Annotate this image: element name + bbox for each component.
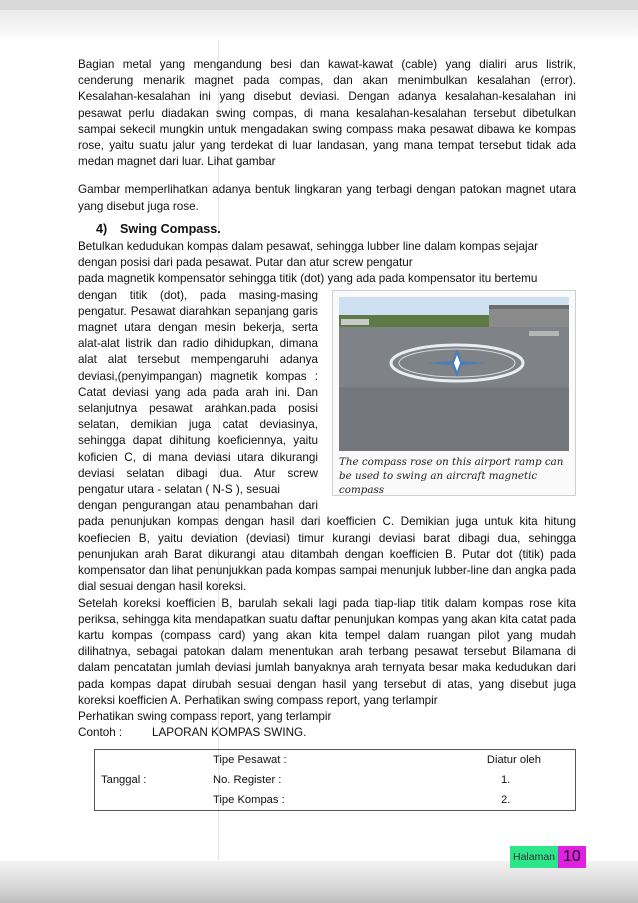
section-number: 4) [96,221,108,236]
top-decorative-band [0,0,638,40]
label-tanggal: Tanggal : [101,774,147,787]
paragraph-step-3: pada magnetik kompensator sehingga titik (dot) yang ada pada kompensator itu bertemu [78,272,538,286]
page-number: 10 [558,846,586,868]
figure-caption: The compass rose on this airport ramp can be used to swing an aircraft magnetic compass [339,455,564,496]
paragraph-koefficien: dengan pengurangan atau penambahan dari pada penunjukan kompas dengan hasil dari koefficien C. Demikian juga untuk kita hitung koefiecien B, yaitu deviation (deviasi) timur kurangi deviasi barat dibagi dua, sehingga penunjukan arah Barat dikurangi atau ditambah dengan koefficien B. Putar dot (titik) pada kompensator dan lihat penunjukkan pada kompas sampai menunjuk lubber-line dan angka pada dial sesuai dengan hasil koreksi. [78,499,576,594]
section-title: Swing Compass. [120,221,221,236]
paragraph-deviasi: Bagian metal yang mengandung besi dan kawat-kawat (cable) yang dialiri arus listrik, cenderung menarik magnet pada compas, dan akan menimbulkan kesalahan (error). Kesalahan-kesalahan ini yang disebut deviasi. Dengan adanya kesalahan-kesalahan ini pesawat perlu diadakan swing compas, di mana kesalahan-kesalahan tersebut dibetulkan sampai sekecil mungkin untuk mengadakan swing compass maka pesawat dibawa ke kompas rose, yaitu suatu jalur yang terdekat di luar landasan, yang mana tempat tersebut tidak ada medan magnet dari luar. Lihat gambar [78,58,576,169]
page-number-tab [510,846,586,868]
paragraph-step-1: Betulkan kedudukan kompas dalam pesawat, sehingga lubber line dalam kompas sejajar [78,240,538,254]
paragraph-report-note: Perhatikan swing compass report, yang terlampir [78,709,332,723]
swing-report-table [94,749,576,811]
section-heading [96,221,576,237]
item-2: 2. [501,794,511,807]
contoh-line [78,725,576,741]
contoh-value: LAPORAN KOMPAS SWING. [152,726,307,740]
paragraph-gambar: Gambar memperlihatkan adanya bentuk lingkaran yang terbagi dengan patokan magnet utara yang disebut juga rose. [78,183,576,213]
document-body [78,57,576,811]
label-tipe-pesawat: Tipe Pesawat : [213,754,287,767]
compass-rose-photo [339,297,569,451]
paragraph-left-column: dengan titik (dot), pada masing-masing pengatur. Pesawat diarahkan sepanjang garis magnet utara dengan mesin bekerja, serta alat-alat listrik dan radio dihidupkan, dimana alat alat tersebut mempengaruhi adanya deviasi,(penyimpangan) magnetik kompas : Catat deviasi yang ada pada arah ini. Dan selanjutnya pesawat arahkan.pada posisi selatan, demikian juga catat deviasinya, sehingga dapat dihitung koeficiennya, yaitu koficien C, di mana deviasi utara dikurangi deviasi selatan dibagi dua. Atur screw pengatur utara - selatan ( N-S ), sesuai [78,288,318,497]
item-1: 1. [501,774,511,787]
label-no-register: No. Register : [213,774,282,787]
label-tipe-kompas: Tipe Kompas : [213,794,285,807]
page-label: Halaman [510,846,558,868]
figure-compass-rose [332,290,576,496]
paragraph-step-2: dengan posisi dari pada pesawat. Putar dan atur screw pengatur [78,256,413,270]
contoh-label: Contoh : [78,726,123,740]
paragraph-koreksi: Setelah koreksi koefficien B, barulah sekali lagi pada tiap-liap titik dalam kompas rose kita periksa, sehingga kita mendapatkan suatu daftar penunjukan kompas yang akan kita catat pada kartu kompas (compass card) yang akan kita tempel dalam ruangan pilot yang mudah dilihatnya, sebagai patokan dalam menentukan arah terbang pesawat tersebut Bilamana di dalam pencatatan jumlah deviasi jumlah banyaknya arah ternyata besar maka kedudukan dari pada kompas dapat dirubah sesuai dengan hasil yang tersebut di atas, yang disebut juga koreksi koefficien A. Perhatikan swing compass report, yang terlampir [78,596,576,707]
label-diatur-oleh: Diatur oleh [486,754,541,767]
